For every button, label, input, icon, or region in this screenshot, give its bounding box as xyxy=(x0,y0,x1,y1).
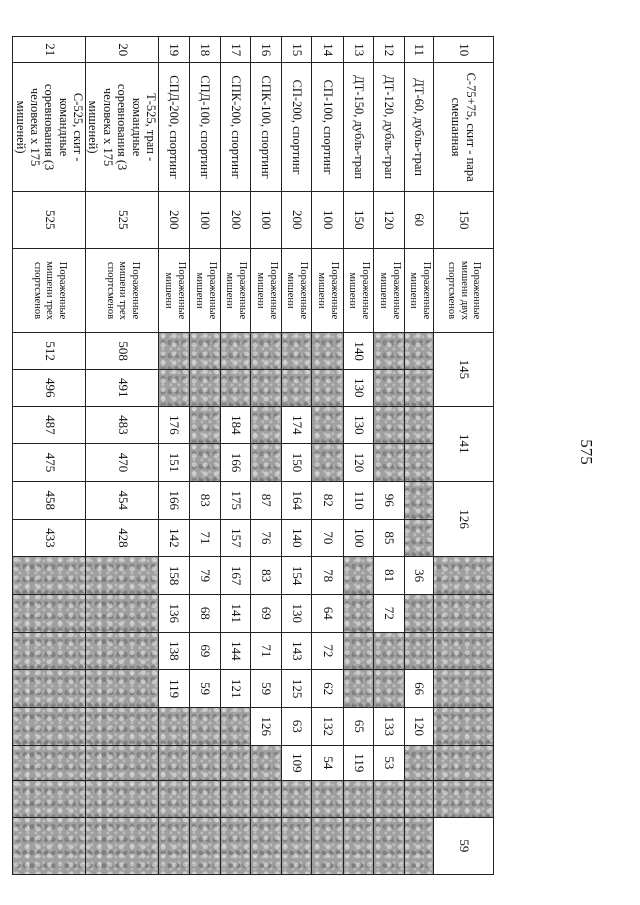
discipline-name: СПД-100, спортинг xyxy=(190,63,221,191)
row-number: 16 xyxy=(251,37,282,63)
shaded-cell xyxy=(86,557,159,595)
criterion: Пораженные мишени xyxy=(374,248,405,333)
discipline-name: Т-525, трап - командные соревнования (3 человека х 175 мишеней) xyxy=(86,63,159,191)
target-count: 200 xyxy=(282,191,312,248)
shaded-cell xyxy=(282,817,312,874)
shaded-cell xyxy=(312,817,344,874)
shaded-cell xyxy=(344,594,374,632)
row-number: 20 xyxy=(86,37,159,63)
value-cell: 70 xyxy=(312,519,344,557)
value-cell: 85 xyxy=(374,519,405,557)
shaded-cell xyxy=(344,632,374,670)
discipline-name: СП-200, спортинг xyxy=(282,63,312,191)
shaded-cell xyxy=(190,406,221,444)
row-number: 12 xyxy=(374,37,405,63)
target-count: 100 xyxy=(312,191,344,248)
discipline-name: ДТ-150, дубль-трап xyxy=(344,63,374,191)
value-cell: 66 xyxy=(405,670,434,708)
shaded-cell xyxy=(312,406,344,444)
value-cell: 167 xyxy=(221,557,251,595)
shaded-cell xyxy=(282,369,312,406)
shaded-cell xyxy=(434,632,494,670)
value-cell: 54 xyxy=(312,745,344,781)
value-cell: 496 xyxy=(13,369,86,406)
value-cell: 133 xyxy=(374,707,405,745)
value-cell: 164 xyxy=(282,481,312,519)
shaded-cell xyxy=(344,781,374,818)
value-cell: 158 xyxy=(159,557,190,595)
shaded-cell xyxy=(344,817,374,874)
shaded-cell xyxy=(434,745,494,781)
shaded-cell xyxy=(312,444,344,482)
row-number: 15 xyxy=(282,37,312,63)
value-cell: 120 xyxy=(405,707,434,745)
shaded-cell xyxy=(434,670,494,708)
shaded-cell xyxy=(434,707,494,745)
table-row-18 xyxy=(190,37,221,875)
shaded-cell xyxy=(86,594,159,632)
discipline-name: СПК-100, спортинг xyxy=(251,63,282,191)
shaded-cell xyxy=(251,369,282,406)
criterion: Пораженные мишени xyxy=(312,248,344,333)
shaded-cell xyxy=(159,333,190,370)
value-cell: 53 xyxy=(374,745,405,781)
value-cell: 119 xyxy=(344,745,374,781)
criterion: Пораженные мишени xyxy=(405,248,434,333)
shaded-cell xyxy=(282,333,312,370)
discipline-name: С-525, скит - командные соревнования (3 человека х 175 мишеней) xyxy=(13,63,86,191)
value-cell: 63 xyxy=(282,707,312,745)
shaded-cell xyxy=(434,557,494,595)
shaded-cell xyxy=(344,557,374,595)
value-cell: 36 xyxy=(405,557,434,595)
criterion: Пораженные мишени двух спортсменов xyxy=(434,248,494,333)
value-cell: 62 xyxy=(312,670,344,708)
shaded-cell xyxy=(221,369,251,406)
shaded-cell xyxy=(405,632,434,670)
value-cell: 470 xyxy=(86,444,159,482)
value-cell: 175 xyxy=(221,481,251,519)
discipline-name: ДТ-60, дубль-трап xyxy=(405,63,434,191)
shaded-cell xyxy=(405,745,434,781)
value-cell: 81 xyxy=(374,557,405,595)
discipline-name: СПК-200, спортинг xyxy=(221,63,251,191)
shaded-cell xyxy=(221,781,251,818)
shaded-cell xyxy=(13,632,86,670)
value-cell: 126 xyxy=(251,707,282,745)
shaded-cell xyxy=(221,707,251,745)
shaded-cell xyxy=(86,745,159,781)
shaded-cell xyxy=(221,745,251,781)
target-count: 100 xyxy=(251,191,282,248)
criterion: Пораженные мишени xyxy=(190,248,221,333)
value-cell: 68 xyxy=(190,594,221,632)
shaded-cell xyxy=(190,444,221,482)
page-number: 575 xyxy=(577,439,596,465)
value-cell: 83 xyxy=(190,481,221,519)
row-number: 10 xyxy=(434,37,494,63)
table-row-15 xyxy=(282,37,312,875)
value-cell: 140 xyxy=(344,333,374,370)
value-cell: 96 xyxy=(374,481,405,519)
shaded-cell xyxy=(374,369,405,406)
value-cell: 144 xyxy=(221,632,251,670)
value-cell: 79 xyxy=(190,557,221,595)
target-count: 60 xyxy=(405,191,434,248)
value-cell: 119 xyxy=(159,670,190,708)
table-row-11 xyxy=(405,37,434,875)
value-cell: 454 xyxy=(86,481,159,519)
row-number: 21 xyxy=(13,37,86,63)
criterion: Пораженные мишени трех спортсменов xyxy=(13,248,86,333)
criterion: Пораженные мишени xyxy=(344,248,374,333)
shaded-cell xyxy=(190,369,221,406)
row-number: 13 xyxy=(344,37,374,63)
value-cell: 59 xyxy=(251,670,282,708)
value-cell: 166 xyxy=(159,481,190,519)
shaded-cell xyxy=(190,333,221,370)
shaded-cell xyxy=(312,333,344,370)
target-count: 120 xyxy=(374,191,405,248)
criterion: Пораженные мишени xyxy=(221,248,251,333)
table-row-14 xyxy=(312,37,344,875)
shaded-cell xyxy=(86,817,159,874)
value-cell: 140 xyxy=(282,519,312,557)
shaded-cell xyxy=(86,781,159,818)
value-cell: 184 xyxy=(221,406,251,444)
shaded-cell xyxy=(251,406,282,444)
value-cell: 151 xyxy=(159,444,190,482)
shaded-cell xyxy=(190,707,221,745)
value-cell: 82 xyxy=(312,481,344,519)
target-count: 150 xyxy=(344,191,374,248)
shaded-cell xyxy=(251,745,282,781)
table-row-10 xyxy=(434,37,494,875)
value-cell: 72 xyxy=(312,632,344,670)
value-cell: 508 xyxy=(86,333,159,370)
value-cell: 59 xyxy=(190,670,221,708)
shaded-cell xyxy=(13,745,86,781)
shaded-cell xyxy=(221,333,251,370)
norm-group-2: 141 xyxy=(434,406,494,481)
value-cell: 138 xyxy=(159,632,190,670)
shaded-cell xyxy=(159,369,190,406)
value-cell: 64 xyxy=(312,594,344,632)
value-cell: 109 xyxy=(282,745,312,781)
value-cell: 132 xyxy=(312,707,344,745)
shaded-cell xyxy=(13,670,86,708)
value-cell: 87 xyxy=(251,481,282,519)
target-count: 150 xyxy=(434,191,494,248)
row-number: 18 xyxy=(190,37,221,63)
value-cell: 83 xyxy=(251,557,282,595)
shaded-cell xyxy=(374,781,405,818)
shaded-cell xyxy=(282,781,312,818)
shaded-cell xyxy=(405,333,434,370)
norm-group-1: 145 xyxy=(434,333,494,406)
value-cell: 512 xyxy=(13,333,86,370)
value-cell: 78 xyxy=(312,557,344,595)
shaded-cell xyxy=(312,369,344,406)
shaded-cell xyxy=(405,369,434,406)
shaded-cell xyxy=(190,781,221,818)
value-cell: 72 xyxy=(374,594,405,632)
value-cell: 71 xyxy=(190,519,221,557)
shaded-cell xyxy=(86,670,159,708)
value-cell: 121 xyxy=(221,670,251,708)
shaded-cell xyxy=(190,817,221,874)
value-cell: 71 xyxy=(251,632,282,670)
value-cell: 130 xyxy=(344,406,374,444)
shaded-cell xyxy=(405,444,434,482)
row-number: 17 xyxy=(221,37,251,63)
shaded-cell xyxy=(312,781,344,818)
value-cell: 142 xyxy=(159,519,190,557)
criterion: Пораженные мишени xyxy=(159,248,190,333)
shaded-cell xyxy=(159,707,190,745)
value-cell: 166 xyxy=(221,444,251,482)
shaded-cell xyxy=(86,632,159,670)
shaded-cell xyxy=(13,817,86,874)
target-count: 100 xyxy=(190,191,221,248)
shaded-cell xyxy=(159,781,190,818)
table-row-13 xyxy=(344,37,374,875)
row-number: 14 xyxy=(312,37,344,63)
shaded-cell xyxy=(13,594,86,632)
shaded-cell xyxy=(374,817,405,874)
target-count: 525 xyxy=(13,191,86,248)
shaded-cell xyxy=(344,670,374,708)
discipline-name: СПД-200, спортинг xyxy=(159,63,190,191)
value-cell: 69 xyxy=(251,594,282,632)
value-cell: 59 xyxy=(434,817,494,874)
value-cell: 143 xyxy=(282,632,312,670)
shaded-cell xyxy=(13,781,86,818)
row-number: 19 xyxy=(159,37,190,63)
shaded-cell xyxy=(405,781,434,818)
table-row-17 xyxy=(221,37,251,875)
value-cell: 483 xyxy=(86,406,159,444)
shaded-cell xyxy=(374,333,405,370)
shaded-cell xyxy=(251,333,282,370)
value-cell: 120 xyxy=(344,444,374,482)
discipline-name: СП-100, спортинг xyxy=(312,63,344,191)
table-row-12 xyxy=(374,37,405,875)
criterion: Пораженные мишени xyxy=(282,248,312,333)
table-row-16 xyxy=(251,37,282,875)
value-cell: 491 xyxy=(86,369,159,406)
shaded-cell xyxy=(405,594,434,632)
shaded-cell xyxy=(434,594,494,632)
shaded-cell xyxy=(13,557,86,595)
shaded-cell xyxy=(86,707,159,745)
value-cell: 154 xyxy=(282,557,312,595)
value-cell: 76 xyxy=(251,519,282,557)
table-row-20 xyxy=(86,37,159,875)
value-cell: 136 xyxy=(159,594,190,632)
target-count: 525 xyxy=(86,191,159,248)
target-count: 200 xyxy=(221,191,251,248)
shaded-cell xyxy=(159,745,190,781)
value-cell: 69 xyxy=(190,632,221,670)
shaded-cell xyxy=(374,406,405,444)
shaded-cell xyxy=(405,481,434,519)
criterion: Пораженные мишени трех спортсменов xyxy=(86,248,159,333)
value-cell: 130 xyxy=(282,594,312,632)
value-cell: 150 xyxy=(282,444,312,482)
shaded-cell xyxy=(374,632,405,670)
value-cell: 174 xyxy=(282,406,312,444)
discipline-name: ДТ-120, дубль-трап xyxy=(374,63,405,191)
target-count: 200 xyxy=(159,191,190,248)
shaded-cell xyxy=(434,781,494,818)
table-row-21 xyxy=(13,37,86,875)
shaded-cell xyxy=(374,444,405,482)
shaded-cell xyxy=(251,781,282,818)
shaded-cell xyxy=(221,817,251,874)
discipline-name: С-75+75, скит - пара смешанная xyxy=(434,63,494,191)
shaded-cell xyxy=(190,745,221,781)
shaded-cell xyxy=(13,707,86,745)
norms-table xyxy=(12,36,494,875)
value-cell: 487 xyxy=(13,406,86,444)
value-cell: 141 xyxy=(221,594,251,632)
shaded-cell xyxy=(405,519,434,557)
table-row-19 xyxy=(159,37,190,875)
shaded-cell xyxy=(251,817,282,874)
value-cell: 157 xyxy=(221,519,251,557)
value-cell: 125 xyxy=(282,670,312,708)
shaded-cell xyxy=(159,817,190,874)
value-cell: 475 xyxy=(13,444,86,482)
value-cell: 433 xyxy=(13,519,86,557)
value-cell: 130 xyxy=(344,369,374,406)
shaded-cell xyxy=(405,406,434,444)
norm-group-3: 126 xyxy=(434,481,494,556)
value-cell: 458 xyxy=(13,481,86,519)
value-cell: 100 xyxy=(344,519,374,557)
value-cell: 65 xyxy=(344,707,374,745)
rotated-table-area xyxy=(13,36,494,875)
shaded-cell xyxy=(374,670,405,708)
shaded-cell xyxy=(405,817,434,874)
row-number: 11 xyxy=(405,37,434,63)
value-cell: 176 xyxy=(159,406,190,444)
shaded-cell xyxy=(251,444,282,482)
value-cell: 428 xyxy=(86,519,159,557)
value-cell: 110 xyxy=(344,481,374,519)
criterion: Пораженные мишени xyxy=(251,248,282,333)
